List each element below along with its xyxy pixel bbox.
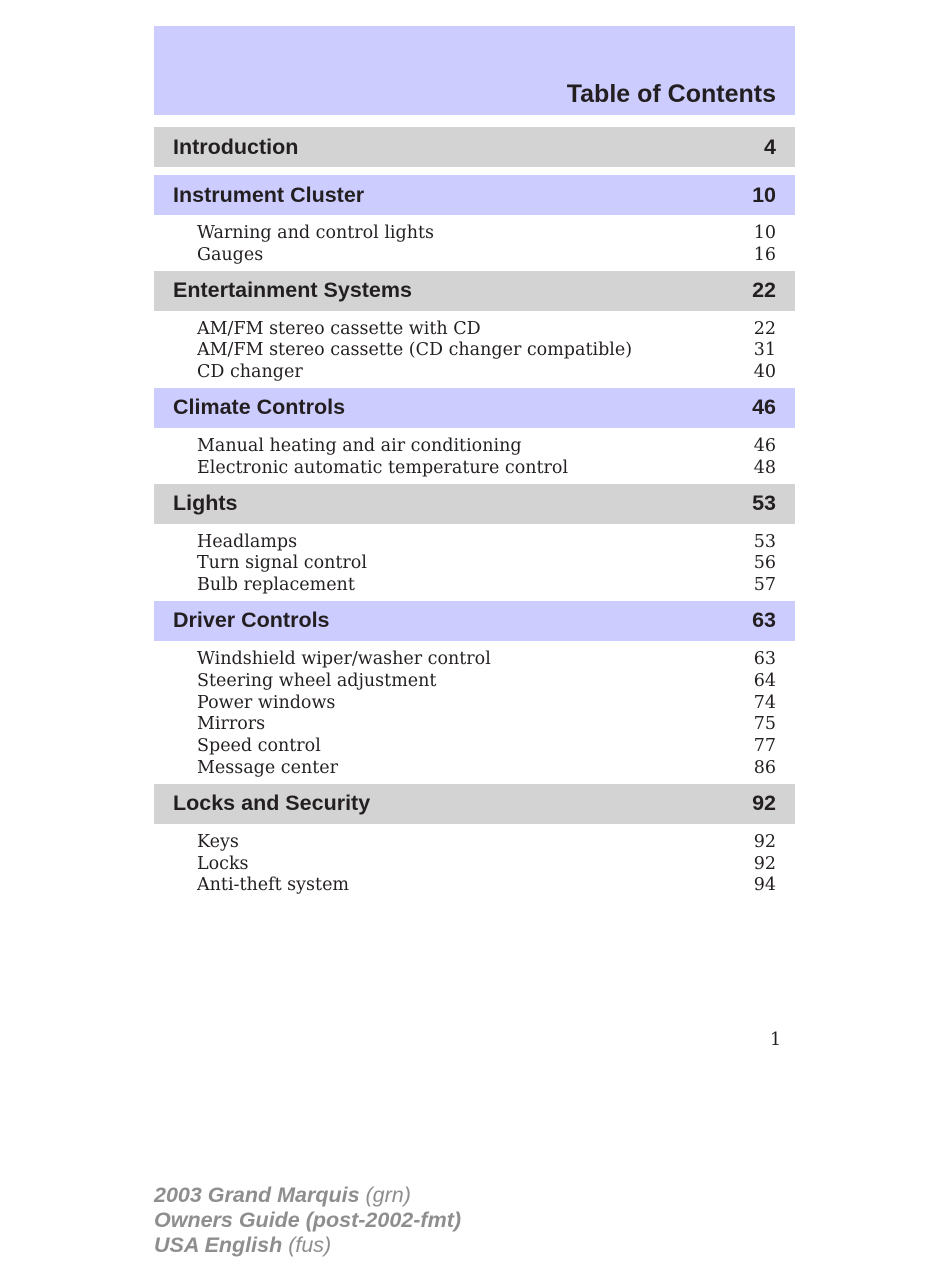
footer [154,1183,461,1258]
entry-page: 64 [753,670,776,691]
section-title: Lights [173,491,238,516]
toc-entry[interactable] [197,319,776,341]
toc-entry[interactable] [197,714,776,736]
toc-entry[interactable] [197,832,776,854]
section-page: 53 [752,491,776,516]
entry-page: 56 [753,553,776,574]
entry-label: Locks [197,853,249,874]
entry-label: Headlamps [197,531,298,552]
toc-entry[interactable] [197,553,776,575]
toc-entry[interactable] [197,736,776,758]
entry-label: Anti-theft system [197,875,350,896]
entry-label: Manual heating and air conditioning [197,435,522,456]
entry-page: 92 [753,853,776,874]
entry-page: 57 [753,575,776,596]
toc-section-0[interactable] [154,127,795,167]
toc-entry[interactable] [197,671,776,693]
toc-page [154,26,795,901]
footer-model: 2003 Grand Marquis [154,1183,360,1207]
section-title: Climate Controls [173,395,346,420]
entry-label: Keys [197,831,239,852]
entry-page: 77 [753,736,776,757]
section-title: Instrument Cluster [173,182,365,207]
entry-page: 75 [753,714,776,735]
toc-entry[interactable] [197,875,776,897]
entry-page: 63 [753,648,776,669]
section-entries [154,311,795,388]
page-title: Table of Contents [566,80,776,108]
footer-guide: Owners Guide (post-2002-fmt) [154,1208,462,1232]
toc-list [154,127,795,901]
section-page: 63 [752,608,776,633]
entry-page: 16 [753,244,776,265]
section-title: Locks and Security [173,791,371,816]
toc-section-6[interactable] [154,784,795,824]
entry-page: 22 [753,318,776,339]
entry-page: 31 [753,340,776,361]
entry-page: 74 [753,692,776,713]
entry-label: Electronic automatic temperature control [197,457,569,478]
entry-page: 86 [753,757,776,778]
entry-label: Windshield wiper/washer control [197,648,491,669]
footer-model-code: (grn) [365,1183,411,1207]
section-page: 10 [752,182,776,207]
section-entries [154,641,795,784]
section-page: 22 [752,278,776,303]
entry-page: 48 [753,457,776,478]
entry-label: Turn signal control [197,553,367,574]
section-page: 92 [752,791,776,816]
entry-label: Message center [197,757,338,778]
section-page: 4 [764,134,776,159]
toc-section-1[interactable] [154,175,795,215]
toc-entry[interactable] [197,854,776,876]
entry-page: 10 [753,223,776,243]
section-entries [154,524,795,601]
entry-page: 53 [753,531,776,552]
entry-label: AM/FM stereo cassette with CD [197,318,481,339]
title-band [154,26,795,115]
section-entries [154,428,795,484]
toc-entry[interactable] [197,649,776,671]
toc-entry[interactable] [197,436,776,458]
toc-entry[interactable] [197,575,776,597]
footer-language-code: (fus) [288,1233,332,1257]
toc-entry[interactable] [197,532,776,554]
section-title: Introduction [173,134,299,159]
entry-page: 40 [753,362,776,383]
toc-entry[interactable] [197,693,776,715]
toc-entry[interactable] [197,245,776,267]
entry-page: 46 [753,435,776,456]
toc-section-4[interactable] [154,484,795,524]
toc-entry[interactable] [197,362,776,384]
toc-section-3[interactable] [154,388,795,428]
page-number: 1 [770,1030,782,1050]
section-title: Driver Controls [173,608,330,633]
entry-label: Gauges [197,244,264,265]
entry-label: CD changer [197,362,303,383]
entry-label: Steering wheel adjustment [197,670,437,691]
entry-label: Power windows [197,692,336,713]
toc-section-2[interactable] [154,271,795,311]
toc-entry[interactable] [197,758,776,780]
entry-label: AM/FM stereo cassette (CD changer compatible) [197,340,633,361]
entry-page: 94 [753,875,776,896]
toc-entry[interactable] [197,458,776,480]
section-entries [154,824,795,901]
section-entries [154,215,795,271]
section-title: Entertainment Systems [173,278,412,303]
toc-section-5[interactable] [154,601,795,641]
footer-language: USA English [154,1233,283,1257]
entry-page: 92 [753,831,776,852]
toc-entry[interactable] [197,223,776,245]
entry-label: Mirrors [197,714,266,735]
entry-label: Speed control [197,736,321,757]
section-page: 46 [752,395,776,420]
entry-label: Bulb replacement [197,575,355,596]
entry-label: Warning and control lights [197,223,435,243]
toc-entry[interactable] [197,340,776,362]
